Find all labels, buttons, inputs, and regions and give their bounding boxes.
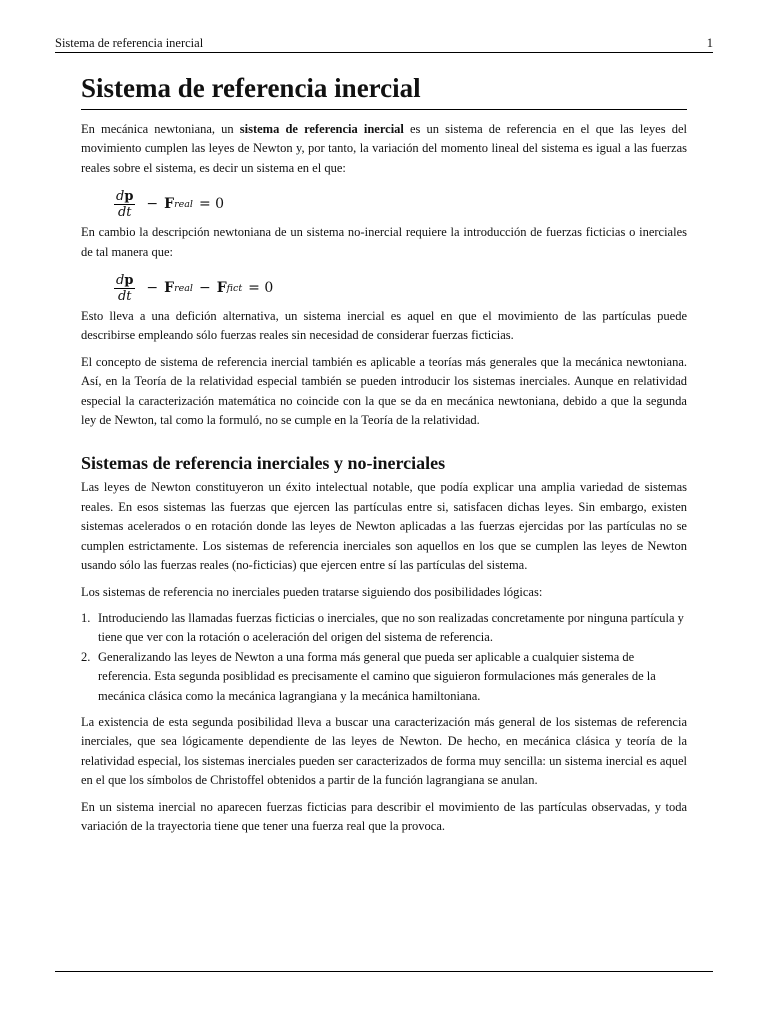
fraction-dp-dt: $\frac{dp}{dt}$: [116, 272, 134, 304]
running-title: Sistema de referencia inercial: [55, 36, 204, 50]
running-header: [55, 36, 713, 51]
intro-term: sistema de referencia inercial: [239, 122, 404, 136]
fraction-dp-dt: $\frac{dp}{dt}$: [116, 188, 134, 220]
article-body: [81, 70, 687, 843]
paragraph-definition: Esto lleva a una defición alternativa, un sistema inercial es aquel en que el movimiento de las partículas puede describirse empleando sólo fuerzas reales sin necesidad de considerar fuerzas ficticias.: [81, 309, 687, 343]
formula-inertial: $\frac{dp}{dt}$ − F real = 0: [116, 188, 225, 220]
page-title: Sistema de referencia inercial: [81, 70, 687, 110]
list-item: 1. Introduciendo las llamadas fuerzas ficticias o inerciales, que no son realizadas concretamente por ninguna partícula y tiene que ver con la rotación o aceleración del origen del sistema de referencia.: [81, 610, 684, 645]
list-item: 2. Generalizando las leyes de Newton a una forma más general que pueda ser aplicable a cualquier sistema de referencia. Esta segunda posiblidad es precisamente el camino que siguieron formulaciones más generales de la mecánica clásica como la mecánica lagrangiana y la mecánica hamiltoniana.: [81, 649, 656, 703]
section-paragraph-2: Los sistemas de referencia no inerciales pueden tratarse siguiendo dos posibilidades lógicas:: [81, 584, 543, 599]
section-paragraph-3: La existencia de esta segunda posibilidad lleva a buscar una caracterización más general de los sistemas de referencia inerciales, que sea lógicamente dependiente de las leyes de Newton. De hecho, en mecánica clásica y teoría de la relatividad especial, los sistemas inerciales pueden ser caracterizados de forma muy sencilla: un sistema inercial es aquel en el que los símbolos de Christoffel obtenidos a partir de la función lagrangiana se anulan.: [81, 714, 687, 788]
paragraph-non-inertial: En cambio la descripción newtoniana de un sistema no-inercial requiere la introducción de fuerzas ficticias o inerciales de tal manera que:: [81, 225, 687, 259]
section-paragraph-1: Las leyes de Newton constituyeron un éxito intelectual notable, que podía explicar una amplia variedad de sistemas reales. En esos sistemas las fuerzas que ejercen las partículas entre si, satisfacen dichas leyes. Sin embargo, existen sistemas acelerados o en rotación donde las leyes de Newton aplicadas a las fuerzas ejercidas por las partículas no se cumplen estrictamente. Los sistemas de referencia inerciales son aquellos en los que se cumplen las leyes de Newton usando sólo las fuerzas reales (no-ficticias) que ejercen entre sí las partículas del sistema.: [81, 480, 687, 573]
page-number: 1: [706, 36, 713, 50]
paragraph-relativity: El concepto de sistema de referencia inercial también es aplicable a teorías más generales que la mecánica newtoniana. Así, en la Teoría de la relatividad especial también se pueden introducir los sistemas inerciales. Aunque en relatividad especial la caracterización matemática no coincide con la que se da en mecánica newtoniana, debido a que la segunda ley de Newton, tal como la formuló, no se cumple en la Teoría de la relatividad.: [81, 354, 687, 428]
section-heading: Sistemas de referencia inerciales y no-inerciales: [81, 453, 446, 474]
header-rule: [55, 52, 713, 53]
intro-paragraph: En mecánica newtoniana, un sistema de referencia inercial es un sistema de referencia en el que las leyes del movimiento cumplen las leyes de Newton y, por tanto, la variación del momento lineal del sistema es igual a las fuerzas reales sobre el sistema, es decir un sistema en el que:: [81, 122, 687, 175]
formula-non-inertial: $\frac{dp}{dt}$ − F real − F fict = 0: [116, 272, 274, 304]
section-paragraph-4: En un sistema inercial no aparecen fuerzas ficticias para describir el movimiento de las partículas observadas, y toda variación de la trayectoria tiene que tener una fuerza real que la provoca.: [81, 799, 687, 833]
footer-rule: [55, 971, 713, 972]
possibilities-list: [81, 609, 687, 706]
